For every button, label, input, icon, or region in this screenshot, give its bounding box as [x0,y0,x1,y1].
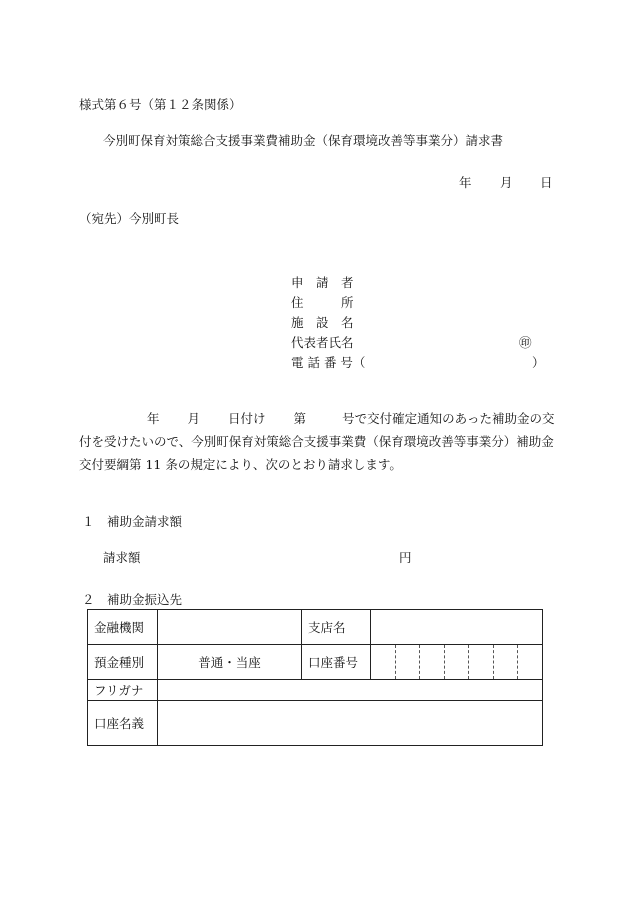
bank-label: 金融機関 [88,610,158,645]
account-digit-cell[interactable] [493,645,518,679]
furigana-label: フリガナ [88,680,158,701]
table-row [88,680,543,701]
date-day: 日 [540,175,553,190]
account-digit-cell[interactable] [371,645,395,679]
account-digit-cell[interactable] [517,645,542,679]
account-digit-cell[interactable] [468,645,493,679]
facility-label: 施 設 名 [291,315,354,330]
account-number-label: 口座番号 [302,645,371,680]
page-title: 今別町保育対策総合支援事業費補助金（保育環境改善等事業分）請求書 [103,133,504,148]
address-label: 住 所 [291,295,354,310]
body-month: 月 [187,411,201,426]
furigana-field[interactable] [158,680,543,701]
table-row [88,610,543,645]
phone-close-paren: ） [532,355,545,370]
bank-field[interactable] [158,610,302,645]
bank-transfer-table [87,609,543,746]
section2-heading: ２ 補助金振込先 [82,592,183,607]
yen-unit: 円 [399,550,412,565]
deposit-type-value[interactable]: 普通・当座 [158,645,302,680]
date-year: 年 [459,175,472,190]
table-row [88,645,543,680]
account-name-label: 口座名義 [88,701,158,746]
body-year: 年 [147,411,160,426]
branch-label: 支店名 [302,610,371,645]
table-row [88,701,543,746]
account-digit-cell[interactable] [419,645,444,679]
body-number-prefix: 第 [293,411,307,426]
account-digit-cell[interactable] [444,645,469,679]
addressee: （宛先）今別町長 [79,211,180,226]
account-name-field[interactable] [158,701,543,746]
deposit-type-label: 預金種別 [88,645,158,680]
body-dated: 日付け [228,411,266,426]
account-number-field[interactable] [371,645,543,680]
body-rest: 号で交付確定通知のあった補助金の交付を受けたいので、今別町保育対策総合支援事業費（保育環境改善等事業分）補助金交付要綱第 11 条の規定により、次のとおり請求します。 [79,411,555,472]
section1-heading: １ 補助金請求額 [82,514,183,529]
date-month: 月 [500,175,513,190]
representative-label: 代表者氏名 [291,335,354,350]
form-number: 様式第６号（第１２条関係） [79,97,242,112]
branch-field[interactable] [371,610,543,645]
account-digit-cell[interactable] [395,645,420,679]
request-body [79,407,559,476]
phone-label: 電 話 番 号（ [291,355,366,370]
amount-label: 請求額 [103,550,141,565]
applicant-label: 申 請 者 [291,275,354,290]
seal-mark: ㊞ [519,335,532,350]
